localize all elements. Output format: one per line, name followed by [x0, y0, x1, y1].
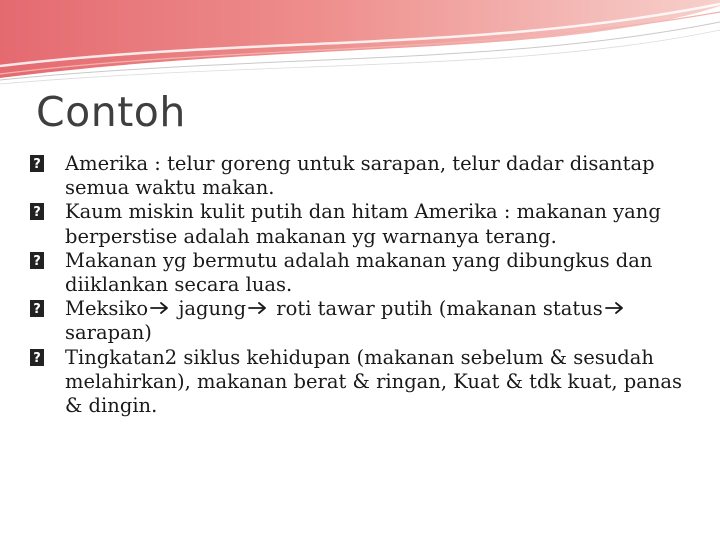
bullet-marker-icon	[30, 346, 65, 372]
bullet-item	[30, 297, 700, 345]
bullet-marker-icon	[30, 200, 65, 226]
bullet-text-segment: sarapan)	[65, 321, 152, 345]
bullet-text: Amerika : telur goreng untuk sarapan, telur dadar disantap semua waktu makan.	[65, 152, 655, 200]
arrow-right-icon	[248, 301, 268, 315]
bullet-item	[30, 249, 700, 297]
bullet-text: Makanan yg bermutu adalah makanan yang dibungkus dan diiklankan secara luas.	[65, 248, 653, 297]
bullet-marker-icon	[30, 297, 65, 323]
bullet-text-segment: Meksiko	[65, 297, 149, 321]
header-decoration	[0, 0, 720, 90]
arrow-right-icon	[605, 301, 625, 315]
bullet-item	[30, 346, 700, 419]
bullet-list	[30, 152, 700, 418]
bullet-text: Tingkatan2 siklus kehidupan (makanan sebelum & sesudah melahirkan), makanan berat & ringan, Kuat & tdk kuat, panas & dingin.	[65, 345, 683, 418]
slide-title: Contoh	[36, 88, 186, 136]
bullet-text-segment: jagung	[172, 297, 247, 321]
bullet-item	[30, 152, 700, 200]
bullet-text-segment: roti tawar putih (makanan status	[270, 297, 603, 321]
bullet-item	[30, 200, 700, 248]
bullet-marker-icon	[30, 152, 65, 178]
bullet-marker-icon	[30, 249, 65, 275]
bullet-text: Kaum miskin kulit putih dan hitam Amerika : makanan yang berperstise adalah makanan yg warnanya terang.	[65, 200, 661, 248]
arrow-right-icon	[150, 301, 170, 315]
